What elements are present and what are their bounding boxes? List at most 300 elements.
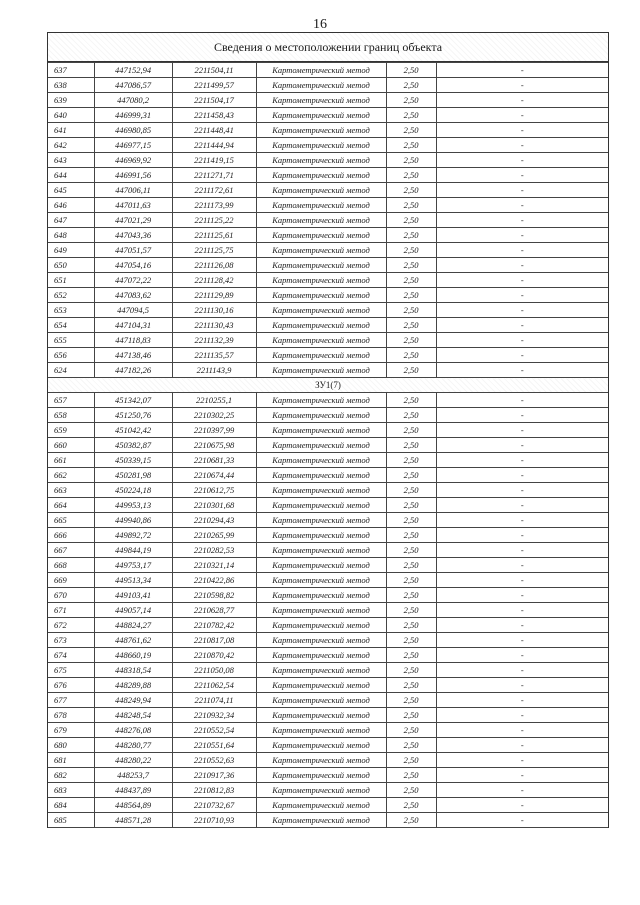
point-number: 678 xyxy=(48,708,94,723)
description-cell: - xyxy=(436,303,608,318)
coordinate-x: 449892,72 xyxy=(94,528,172,543)
point-number: 640 xyxy=(48,108,94,123)
description-cell: - xyxy=(436,63,608,78)
description-cell: - xyxy=(436,573,608,588)
coordinate-y: 2211419,15 xyxy=(172,153,256,168)
method-cell: Картометрический метод xyxy=(256,288,386,303)
coordinate-x: 447080,2 xyxy=(94,93,172,108)
point-number: 676 xyxy=(48,678,94,693)
coordinates-table xyxy=(48,62,608,828)
coordinate-x: 446977,15 xyxy=(94,138,172,153)
precision-cell: 2,50 xyxy=(386,618,436,633)
table-row xyxy=(48,273,608,288)
description-cell: - xyxy=(436,228,608,243)
table-row xyxy=(48,498,608,513)
precision-cell: 2,50 xyxy=(386,93,436,108)
coordinate-x: 448660,19 xyxy=(94,648,172,663)
coordinate-x: 447104,31 xyxy=(94,318,172,333)
coordinate-x: 449103,41 xyxy=(94,588,172,603)
precision-cell: 2,50 xyxy=(386,738,436,753)
point-number: 664 xyxy=(48,498,94,513)
method-cell: Картометрический метод xyxy=(256,468,386,483)
description-cell: - xyxy=(436,543,608,558)
coordinate-x: 447054,16 xyxy=(94,258,172,273)
coordinate-x: 447094,5 xyxy=(94,303,172,318)
method-cell: Картометрический метод xyxy=(256,438,386,453)
coordinate-x: 446991,56 xyxy=(94,168,172,183)
coordinate-y: 2210782,42 xyxy=(172,618,256,633)
description-cell: - xyxy=(436,153,608,168)
table-body xyxy=(48,63,608,828)
point-number: 681 xyxy=(48,753,94,768)
description-cell: - xyxy=(436,663,608,678)
coordinate-x: 446969,92 xyxy=(94,153,172,168)
coordinate-x: 449953,13 xyxy=(94,498,172,513)
coordinate-x: 449844,19 xyxy=(94,543,172,558)
precision-cell: 2,50 xyxy=(386,348,436,363)
coordinate-y: 2210302,25 xyxy=(172,408,256,423)
point-number: 683 xyxy=(48,783,94,798)
coordinate-y: 2211271,71 xyxy=(172,168,256,183)
precision-cell: 2,50 xyxy=(386,708,436,723)
coordinate-x: 448564,89 xyxy=(94,798,172,813)
method-cell: Картометрический метод xyxy=(256,633,386,648)
coordinate-y: 2211448,41 xyxy=(172,123,256,138)
description-cell: - xyxy=(436,423,608,438)
point-number: 673 xyxy=(48,633,94,648)
coordinate-y: 2210674,44 xyxy=(172,468,256,483)
point-number: 680 xyxy=(48,738,94,753)
point-number: 663 xyxy=(48,483,94,498)
point-number: 657 xyxy=(48,393,94,408)
point-number: 679 xyxy=(48,723,94,738)
method-cell: Картометрический метод xyxy=(256,93,386,108)
coordinate-x: 448280,22 xyxy=(94,753,172,768)
coordinate-y: 2210397,99 xyxy=(172,423,256,438)
point-number: 658 xyxy=(48,408,94,423)
precision-cell: 2,50 xyxy=(386,798,436,813)
description-cell: - xyxy=(436,78,608,93)
point-number: 649 xyxy=(48,243,94,258)
description-cell: - xyxy=(436,783,608,798)
coordinate-y: 2211143,9 xyxy=(172,363,256,378)
table-row xyxy=(48,648,608,663)
precision-cell: 2,50 xyxy=(386,543,436,558)
coordinate-x: 450382,87 xyxy=(94,438,172,453)
coordinate-y: 2210552,54 xyxy=(172,723,256,738)
table-row xyxy=(48,303,608,318)
coordinate-y: 2210675,98 xyxy=(172,438,256,453)
method-cell: Картометрический метод xyxy=(256,588,386,603)
method-cell: Картометрический метод xyxy=(256,648,386,663)
coordinate-y: 2211050,08 xyxy=(172,663,256,678)
method-cell: Картометрический метод xyxy=(256,573,386,588)
method-cell: Картометрический метод xyxy=(256,723,386,738)
precision-cell: 2,50 xyxy=(386,333,436,348)
coordinate-x: 448318,54 xyxy=(94,663,172,678)
table-row xyxy=(48,528,608,543)
method-cell: Картометрический метод xyxy=(256,783,386,798)
table-row xyxy=(48,633,608,648)
coordinate-x: 449940,86 xyxy=(94,513,172,528)
coordinate-y: 2211458,43 xyxy=(172,108,256,123)
coordinate-y: 2210321,14 xyxy=(172,558,256,573)
coordinate-x: 448249,94 xyxy=(94,693,172,708)
table-row xyxy=(48,453,608,468)
description-cell: - xyxy=(436,648,608,663)
table-row xyxy=(48,783,608,798)
coordinate-x: 450339,15 xyxy=(94,453,172,468)
point-number: 646 xyxy=(48,198,94,213)
coordinate-y: 2210551,64 xyxy=(172,738,256,753)
description-cell: - xyxy=(436,348,608,363)
table-row xyxy=(48,738,608,753)
precision-cell: 2,50 xyxy=(386,303,436,318)
description-cell: - xyxy=(436,333,608,348)
description-cell: - xyxy=(436,183,608,198)
description-cell: - xyxy=(436,753,608,768)
method-cell: Картометрический метод xyxy=(256,63,386,78)
table-row xyxy=(48,798,608,813)
coordinate-x: 447051,57 xyxy=(94,243,172,258)
coordinate-y: 2210282,53 xyxy=(172,543,256,558)
method-cell: Картометрический метод xyxy=(256,183,386,198)
precision-cell: 2,50 xyxy=(386,78,436,93)
coordinate-x: 447138,46 xyxy=(94,348,172,363)
coordinate-y: 2211132,39 xyxy=(172,333,256,348)
method-cell: Картометрический метод xyxy=(256,198,386,213)
table-title: Сведения о местоположении границ объекта xyxy=(48,33,608,62)
method-cell: Картометрический метод xyxy=(256,543,386,558)
table-row xyxy=(48,78,608,93)
description-cell: - xyxy=(436,528,608,543)
table-row xyxy=(48,678,608,693)
method-cell: Картометрический метод xyxy=(256,393,386,408)
method-cell: Картометрический метод xyxy=(256,708,386,723)
precision-cell: 2,50 xyxy=(386,693,436,708)
coordinate-y: 2211125,75 xyxy=(172,243,256,258)
precision-cell: 2,50 xyxy=(386,498,436,513)
method-cell: Картометрический метод xyxy=(256,813,386,828)
point-number: 648 xyxy=(48,228,94,243)
method-cell: Картометрический метод xyxy=(256,738,386,753)
precision-cell: 2,50 xyxy=(386,453,436,468)
precision-cell: 2,50 xyxy=(386,123,436,138)
page-number: 16 xyxy=(313,17,327,32)
table-row xyxy=(48,168,608,183)
method-cell: Картометрический метод xyxy=(256,258,386,273)
coordinate-x: 448280,77 xyxy=(94,738,172,753)
coordinate-x: 448437,89 xyxy=(94,783,172,798)
coordinate-y: 2211130,43 xyxy=(172,318,256,333)
point-number: 651 xyxy=(48,273,94,288)
point-number: 652 xyxy=(48,288,94,303)
coordinate-y: 2211126,08 xyxy=(172,258,256,273)
table-row xyxy=(48,753,608,768)
coordinate-y: 2210422,86 xyxy=(172,573,256,588)
precision-cell: 2,50 xyxy=(386,363,436,378)
point-number: 674 xyxy=(48,648,94,663)
precision-cell: 2,50 xyxy=(386,513,436,528)
precision-cell: 2,50 xyxy=(386,168,436,183)
description-cell: - xyxy=(436,738,608,753)
precision-cell: 2,50 xyxy=(386,288,436,303)
coordinate-y: 2211504,11 xyxy=(172,63,256,78)
description-cell: - xyxy=(436,318,608,333)
precision-cell: 2,50 xyxy=(386,393,436,408)
method-cell: Картометрический метод xyxy=(256,423,386,438)
coordinate-y: 2210817,08 xyxy=(172,633,256,648)
table-row xyxy=(48,393,608,408)
table-row xyxy=(48,183,608,198)
description-cell: - xyxy=(436,723,608,738)
precision-cell: 2,50 xyxy=(386,408,436,423)
point-number: 668 xyxy=(48,558,94,573)
table-row xyxy=(48,483,608,498)
table-row xyxy=(48,588,608,603)
coordinate-x: 447182,26 xyxy=(94,363,172,378)
description-cell: - xyxy=(436,798,608,813)
coordinate-y: 2211173,99 xyxy=(172,198,256,213)
coordinate-y: 2211504,17 xyxy=(172,93,256,108)
precision-cell: 2,50 xyxy=(386,768,436,783)
point-number: 671 xyxy=(48,603,94,618)
section-row xyxy=(48,378,608,393)
coordinate-y: 2210265,99 xyxy=(172,528,256,543)
method-cell: Картометрический метод xyxy=(256,558,386,573)
point-number: 677 xyxy=(48,693,94,708)
point-number: 667 xyxy=(48,543,94,558)
coordinate-y: 2211074,11 xyxy=(172,693,256,708)
coordinate-y: 2210552,63 xyxy=(172,753,256,768)
precision-cell: 2,50 xyxy=(386,633,436,648)
coordinate-x: 447021,29 xyxy=(94,213,172,228)
point-number: 655 xyxy=(48,333,94,348)
table-row xyxy=(48,258,608,273)
description-cell: - xyxy=(436,108,608,123)
table-row xyxy=(48,93,608,108)
table-row xyxy=(48,288,608,303)
description-cell: - xyxy=(436,588,608,603)
coordinate-y: 2210598,82 xyxy=(172,588,256,603)
point-number: 669 xyxy=(48,573,94,588)
precision-cell: 2,50 xyxy=(386,753,436,768)
point-number: 661 xyxy=(48,453,94,468)
description-cell: - xyxy=(436,768,608,783)
point-number: 660 xyxy=(48,438,94,453)
precision-cell: 2,50 xyxy=(386,588,436,603)
coordinate-x: 447152,94 xyxy=(94,63,172,78)
method-cell: Картометрический метод xyxy=(256,528,386,543)
coordinate-y: 2210612,75 xyxy=(172,483,256,498)
coordinate-y: 2211135,57 xyxy=(172,348,256,363)
coordinate-x: 446999,31 xyxy=(94,108,172,123)
description-cell: - xyxy=(436,708,608,723)
method-cell: Картометрический метод xyxy=(256,663,386,678)
method-cell: Картометрический метод xyxy=(256,318,386,333)
point-number: 665 xyxy=(48,513,94,528)
coordinate-x: 448761,62 xyxy=(94,633,172,648)
precision-cell: 2,50 xyxy=(386,198,436,213)
coordinate-x: 451342,07 xyxy=(94,393,172,408)
description-cell: - xyxy=(436,198,608,213)
coordinate-x: 450281,98 xyxy=(94,468,172,483)
coordinate-x: 449057,14 xyxy=(94,603,172,618)
method-cell: Картометрический метод xyxy=(256,78,386,93)
coordinate-y: 2210628,77 xyxy=(172,603,256,618)
table-row xyxy=(48,243,608,258)
method-cell: Картометрический метод xyxy=(256,243,386,258)
precision-cell: 2,50 xyxy=(386,153,436,168)
coordinate-x: 447086,57 xyxy=(94,78,172,93)
precision-cell: 2,50 xyxy=(386,528,436,543)
method-cell: Картометрический метод xyxy=(256,798,386,813)
precision-cell: 2,50 xyxy=(386,423,436,438)
precision-cell: 2,50 xyxy=(386,273,436,288)
point-number: 654 xyxy=(48,318,94,333)
coordinate-x: 447083,62 xyxy=(94,288,172,303)
coordinate-x: 448276,08 xyxy=(94,723,172,738)
table-row xyxy=(48,513,608,528)
method-cell: Картометрический метод xyxy=(256,603,386,618)
description-cell: - xyxy=(436,693,608,708)
method-cell: Картометрический метод xyxy=(256,303,386,318)
precision-cell: 2,50 xyxy=(386,318,436,333)
coordinate-x: 448253,7 xyxy=(94,768,172,783)
coordinate-x: 447118,83 xyxy=(94,333,172,348)
point-number: 638 xyxy=(48,78,94,93)
description-cell: - xyxy=(436,498,608,513)
table-row xyxy=(48,108,608,123)
coordinate-y: 2211062,54 xyxy=(172,678,256,693)
method-cell: Картометрический метод xyxy=(256,618,386,633)
coordinate-x: 448248,54 xyxy=(94,708,172,723)
point-number: 684 xyxy=(48,798,94,813)
point-number: 682 xyxy=(48,768,94,783)
method-cell: Картометрический метод xyxy=(256,273,386,288)
coordinate-y: 2210301,68 xyxy=(172,498,256,513)
coordinate-y: 2210294,43 xyxy=(172,513,256,528)
coordinate-y: 2211129,89 xyxy=(172,288,256,303)
method-cell: Картометрический метод xyxy=(256,228,386,243)
precision-cell: 2,50 xyxy=(386,678,436,693)
coordinate-x: 448824,27 xyxy=(94,618,172,633)
description-cell: - xyxy=(436,258,608,273)
table-row xyxy=(48,438,608,453)
table-row xyxy=(48,573,608,588)
description-cell: - xyxy=(436,558,608,573)
table-row xyxy=(48,693,608,708)
point-number: 659 xyxy=(48,423,94,438)
point-number: 675 xyxy=(48,663,94,678)
coordinate-y: 2211444,94 xyxy=(172,138,256,153)
method-cell: Картометрический метод xyxy=(256,363,386,378)
point-number: 650 xyxy=(48,258,94,273)
table-row xyxy=(48,123,608,138)
table-row xyxy=(48,228,608,243)
coordinate-y: 2210255,1 xyxy=(172,393,256,408)
description-cell: - xyxy=(436,453,608,468)
table-row xyxy=(48,408,608,423)
method-cell: Картометрический метод xyxy=(256,678,386,693)
table-row xyxy=(48,813,608,828)
coordinate-x: 450224,18 xyxy=(94,483,172,498)
table-row xyxy=(48,543,608,558)
method-cell: Картометрический метод xyxy=(256,768,386,783)
coordinate-y: 2210681,33 xyxy=(172,453,256,468)
table-row xyxy=(48,603,608,618)
coordinate-x: 447006,11 xyxy=(94,183,172,198)
coordinate-y: 2211125,61 xyxy=(172,228,256,243)
point-number: 653 xyxy=(48,303,94,318)
table-row xyxy=(48,423,608,438)
coordinates-sheet xyxy=(47,32,609,828)
precision-cell: 2,50 xyxy=(386,243,436,258)
point-number: 637 xyxy=(48,63,94,78)
description-cell: - xyxy=(436,288,608,303)
coordinate-x: 451250,76 xyxy=(94,408,172,423)
precision-cell: 2,50 xyxy=(386,783,436,798)
coordinate-x: 447043,36 xyxy=(94,228,172,243)
table-row xyxy=(48,723,608,738)
precision-cell: 2,50 xyxy=(386,63,436,78)
table-row xyxy=(48,768,608,783)
point-number: 672 xyxy=(48,618,94,633)
table-row xyxy=(48,333,608,348)
description-cell: - xyxy=(436,603,608,618)
point-number: 670 xyxy=(48,588,94,603)
table-row xyxy=(48,63,608,78)
description-cell: - xyxy=(436,213,608,228)
method-cell: Картометрический метод xyxy=(256,453,386,468)
coordinate-y: 2210870,42 xyxy=(172,648,256,663)
table-row xyxy=(48,468,608,483)
description-cell: - xyxy=(436,273,608,288)
precision-cell: 2,50 xyxy=(386,438,436,453)
method-cell: Картометрический метод xyxy=(256,513,386,528)
point-number: 639 xyxy=(48,93,94,108)
point-number: 642 xyxy=(48,138,94,153)
point-number: 656 xyxy=(48,348,94,363)
precision-cell: 2,50 xyxy=(386,483,436,498)
point-number: 662 xyxy=(48,468,94,483)
coordinate-y: 2210917,36 xyxy=(172,768,256,783)
method-cell: Картометрический метод xyxy=(256,753,386,768)
coordinate-x: 447011,63 xyxy=(94,198,172,213)
description-cell: - xyxy=(436,813,608,828)
precision-cell: 2,50 xyxy=(386,723,436,738)
coordinate-x: 447072,22 xyxy=(94,273,172,288)
description-cell: - xyxy=(436,483,608,498)
description-cell: - xyxy=(436,513,608,528)
table-row xyxy=(48,153,608,168)
precision-cell: 2,50 xyxy=(386,468,436,483)
precision-cell: 2,50 xyxy=(386,648,436,663)
description-cell: - xyxy=(436,408,608,423)
method-cell: Картометрический метод xyxy=(256,498,386,513)
method-cell: Картометрический метод xyxy=(256,123,386,138)
description-cell: - xyxy=(436,468,608,483)
table-row xyxy=(48,618,608,633)
table-row xyxy=(48,663,608,678)
method-cell: Картометрический метод xyxy=(256,483,386,498)
table-row xyxy=(48,708,608,723)
coordinate-x: 449753,17 xyxy=(94,558,172,573)
precision-cell: 2,50 xyxy=(386,558,436,573)
description-cell: - xyxy=(436,438,608,453)
coordinate-y: 2211499,57 xyxy=(172,78,256,93)
method-cell: Картометрический метод xyxy=(256,138,386,153)
